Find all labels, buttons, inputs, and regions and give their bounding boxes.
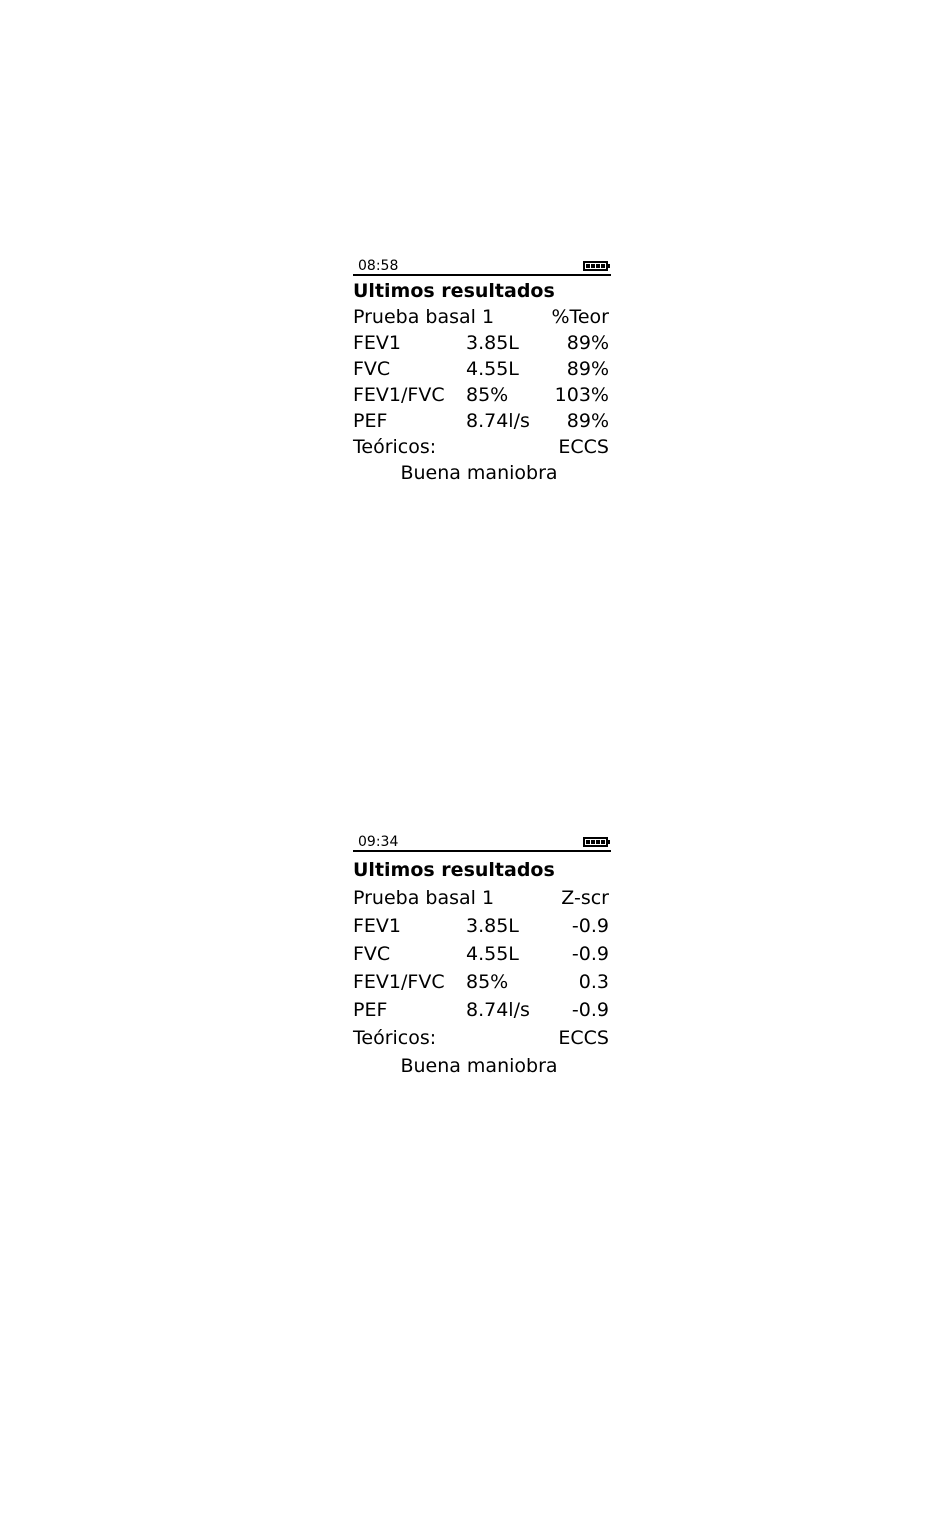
param-result: 0.3 — [578, 971, 609, 993]
param-result: 89% — [566, 358, 609, 380]
param-result: -0.9 — [571, 943, 609, 965]
param-name: FEV1 — [353, 915, 402, 937]
result-row — [353, 940, 611, 968]
teoricos-value: ECCS — [558, 1027, 609, 1049]
param-value: 8.74l/s — [466, 410, 530, 432]
param-value: 4.55L — [466, 358, 519, 380]
quality-row — [353, 1052, 611, 1080]
device-screen-percent-predicted — [353, 254, 611, 486]
status-bar — [353, 830, 611, 852]
results-header-row — [353, 304, 611, 330]
param-name: FVC — [353, 358, 391, 380]
clock: 08:58 — [358, 258, 399, 274]
param-name: FEV1/FVC — [353, 971, 445, 993]
param-value: 4.55L — [466, 943, 519, 965]
battery-icon — [583, 261, 608, 271]
param-name: FVC — [353, 943, 391, 965]
status-bar — [353, 254, 611, 276]
maneuver-quality: Buena maniobra — [400, 1055, 558, 1077]
battery-icon — [583, 837, 608, 847]
teoricos-value: ECCS — [558, 436, 609, 458]
param-name: PEF — [353, 999, 388, 1021]
result-row — [353, 356, 611, 382]
param-name: FEV1 — [353, 332, 402, 354]
quality-row — [353, 460, 611, 486]
column-header: %Teor — [551, 306, 609, 328]
results-header-row — [353, 884, 611, 912]
test-label: Prueba basal 1 — [353, 306, 495, 328]
param-value: 3.85L — [466, 915, 519, 937]
column-header: Z-scr — [561, 887, 609, 909]
result-row — [353, 968, 611, 996]
result-row — [353, 330, 611, 356]
screen-title: Ultimos resultados — [353, 859, 555, 881]
param-value: 3.85L — [466, 332, 519, 354]
result-row — [353, 408, 611, 434]
param-result: 103% — [554, 384, 609, 406]
test-label: Prueba basal 1 — [353, 887, 495, 909]
param-result: 89% — [566, 410, 609, 432]
clock: 09:34 — [358, 834, 399, 850]
param-value: 85% — [466, 384, 509, 406]
result-row — [353, 382, 611, 408]
teoricos-row — [353, 1024, 611, 1052]
param-value: 85% — [466, 971, 509, 993]
param-name: FEV1/FVC — [353, 384, 445, 406]
param-value: 8.74l/s — [466, 999, 530, 1021]
param-name: PEF — [353, 410, 388, 432]
teoricos-label: Teóricos: — [353, 436, 437, 458]
result-row — [353, 996, 611, 1024]
teoricos-label: Teóricos: — [353, 1027, 437, 1049]
screen-title: Ultimos resultados — [353, 280, 555, 302]
maneuver-quality: Buena maniobra — [400, 462, 558, 484]
teoricos-row — [353, 434, 611, 460]
result-row — [353, 912, 611, 940]
param-result: -0.9 — [571, 999, 609, 1021]
param-result: -0.9 — [571, 915, 609, 937]
param-result: 89% — [566, 332, 609, 354]
device-screen-z-score — [353, 830, 611, 1080]
